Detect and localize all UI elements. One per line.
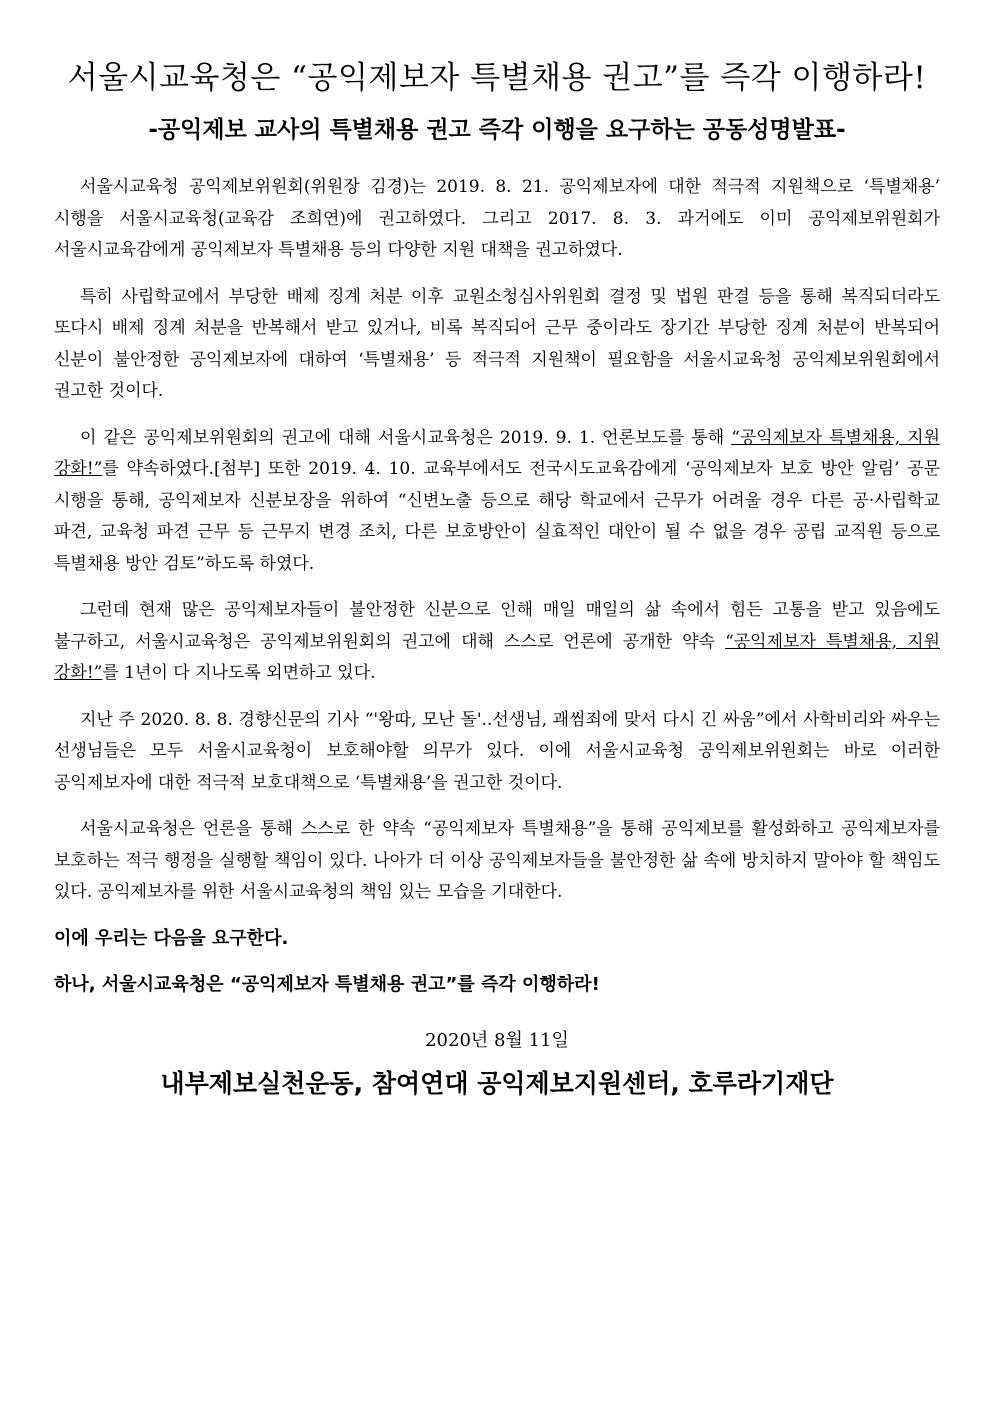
paragraph-4-underlined-quote: “공익제보자 특별채용, 지원 강화!” [54, 631, 940, 683]
paragraph-4-text-a: 그런데 현재 많은 공익제보자들이 불안정한 신분으로 인해 매일 매일의 삶 속에서 힘든 고통을 받고 있음에도 불구하고, 서울시교육청은 공익제보위원회의 권고에 대해 스스로 언론에 공개한 약속 [54, 600, 940, 652]
paragraph-6: 서울시교육청은 언론을 통해 스스로 한 약속 “공익제보자 특별채용”을 통해 공익제보를 활성화하고 공익제보자를 보호하는 적극 행정을 실행할 책임이 있다. 나아가 더 이상 공익제보자들을 불안정한 삶 속에 방치하지 말아야 할 책임도 있다. 공익제보자를 위한 서울시교육청의 책임 있는 모습을 기대한다. [54, 819, 940, 902]
document-title: 서울시교육청은 “공익제보자 특별채용 권고”를 즉각 이행하라! [67, 60, 927, 96]
demand-item: 하나, 서울시교육청은 “공익제보자 특별채용 권고”를 즉각 이행하라! [54, 973, 600, 995]
demand-intro: 이에 우리는 다음을 요구한다. [54, 927, 289, 949]
paragraph-3-text-a: 이 같은 공익제보위원회의 권고에 대해 서울시교육청은 2019. 9. 1. 언론보도를 통해 [80, 427, 732, 448]
paragraph-3-text-b: 를 약속하였다.[첨부] 또한 2019. 4. 10. 교육부에서도 전국시도교육감에게 ‘공익제보자 보호 방안 알림’ 공문 시행을 통해, 공익제보자 신분보장을 위하여 “신변노출 등으로 해당 학교에서 근무가 어려울 경우 다른 공·사립학교 파견, 교육청 파견 근무 등 근무지 변경 조치, 다른 보호방안이 실효적인 대안이 될 수 없을 경우 공립 교직원 등으로 특별채용 방안 검토”하도록 하였다. [54, 459, 940, 574]
signatory-organizations: 내부제보실천운동, 참여연대 공익제보지원센터, 호루라기재단 [160, 1068, 834, 1098]
document-subtitle: -공익제보 교사의 특별채용 권고 즉각 이행을 요구하는 공동성명발표- [148, 117, 846, 143]
paragraph-1: 서울시교육청 공익제보위원회(위원장 김경)는 2019. 8. 21. 공익제보자에 대한 적극적 지원책으로 ‘특별채용’ 시행을 서울시교육청(교육감 조희연)에 권고하였다. 그리고 2017. 8. 3. 과거에도 이미 공익제보위원회가 서울시교육감에게 공익제보자 특별채용 등의 다양한 지원 대책을 권고하였다. [54, 177, 940, 260]
paragraph-4 [54, 595, 940, 690]
paragraph-3-underlined-quote: “공익제보자 특별채용, 지원 강화!” [54, 427, 940, 479]
paragraph-5: 지난 주 2020. 8. 8. 경향신문의 기사 “'왕따, 모난 돌'..선생님, 괘씸죄에 맞서 다시 긴 싸움”에서 사학비리와 싸우는 선생님들은 모두 서울시교육청이 보호해야할 의무가 있다. 이에 서울시교육청 공익제보위원회는 바로 이러한 공익제보자에 대한 적극적 보호대책으로 ‘특별채용’을 권고한 것이다. [54, 709, 940, 793]
statement-document [54, 58, 940, 1102]
paragraph-4-text-b: 를 1년이 다 지나도록 외면하고 있다. [102, 663, 376, 683]
paragraph-3 [54, 423, 940, 581]
paragraph-2: 특히 사립학교에서 부당한 배제 징계 처분 이후 교원소청심사위원회 결정 및 법원 판결 등을 통해 복직되더라도 또다시 배제 징계 처분을 반복해서 받고 있거나, 비록 복직되어 근무 중이라도 장기간 부당한 징계 처분이 반복되어 신분이 불안정한 공익제보자에 대하여 ‘특별채용’ 등 적극적 지원책이 필요함을 서울시교육청 공익제보위원회에서 권고한 것이다. [54, 286, 940, 401]
statement-date: 2020년 8월 11일 [425, 1029, 569, 1051]
